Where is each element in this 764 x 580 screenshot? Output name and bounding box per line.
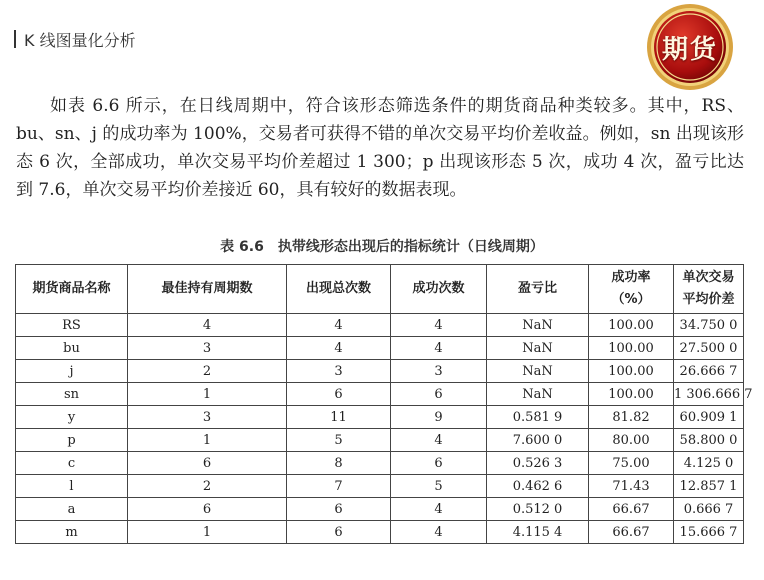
body-paragraph <box>16 92 744 204</box>
table-row <box>16 360 744 383</box>
cell-avg-spread: 15.666 7 <box>674 521 744 544</box>
table-row <box>16 337 744 360</box>
cell-profit-loss-ratio: 0.581 9 <box>487 406 589 429</box>
cell-total-count: 3 <box>287 360 391 383</box>
cell-best-period: 6 <box>128 452 287 475</box>
header-best-period: 最佳持有周期数 <box>128 265 287 314</box>
cell-name: j <box>16 360 128 383</box>
cell-name: l <box>16 475 128 498</box>
cell-best-period: 1 <box>128 383 287 406</box>
cell-profit-loss-ratio: 0.462 6 <box>487 475 589 498</box>
header-total-count: 出现总次数 <box>287 265 391 314</box>
header-success-rate <box>589 265 674 314</box>
cell-avg-spread: 60.909 1 <box>674 406 744 429</box>
cell-total-count: 6 <box>287 498 391 521</box>
table-header-row <box>16 265 744 314</box>
cell-success-rate: 66.67 <box>589 521 674 544</box>
cell-best-period: 6 <box>128 498 287 521</box>
cell-success-count: 5 <box>391 475 487 498</box>
cell-total-count: 8 <box>287 452 391 475</box>
header-success-rate-l2: （%） <box>611 292 651 307</box>
header-avg-spread-l1: 单次交易 <box>682 270 735 285</box>
cell-profit-loss-ratio: NaN <box>487 314 589 337</box>
cell-total-count: 6 <box>287 521 391 544</box>
cell-success-rate: 80.00 <box>589 429 674 452</box>
cell-best-period: 2 <box>128 360 287 383</box>
cell-best-period: 1 <box>128 429 287 452</box>
table-caption: 表 6.6 执带线形态出现后的指标统计（日线周期） <box>220 239 544 255</box>
cell-success-rate: 100.00 <box>589 360 674 383</box>
cell-best-period: 4 <box>128 314 287 337</box>
cell-success-rate: 81.82 <box>589 406 674 429</box>
cell-success-count: 4 <box>391 314 487 337</box>
cell-success-count: 6 <box>391 452 487 475</box>
header-title: K 线图量化分析 <box>24 30 136 50</box>
cell-profit-loss-ratio: 0.512 0 <box>487 498 589 521</box>
header-name: 期货商品名称 <box>16 265 128 314</box>
cell-success-rate: 100.00 <box>589 314 674 337</box>
cell-profit-loss-ratio: 4.115 4 <box>487 521 589 544</box>
cell-total-count: 5 <box>287 429 391 452</box>
cell-avg-spread: 34.750 0 <box>674 314 744 337</box>
cell-success-rate: 100.00 <box>589 383 674 406</box>
cell-success-count: 3 <box>391 360 487 383</box>
header-success-count: 成功次数 <box>391 265 487 314</box>
table-row <box>16 521 744 544</box>
table-row <box>16 383 744 406</box>
cell-name: a <box>16 498 128 521</box>
cell-avg-spread: 26.666 7 <box>674 360 744 383</box>
cell-success-count: 6 <box>391 383 487 406</box>
cell-profit-loss-ratio: NaN <box>487 337 589 360</box>
cell-success-count: 4 <box>391 498 487 521</box>
cell-name: sn <box>16 383 128 406</box>
cell-success-rate: 100.00 <box>589 337 674 360</box>
table-row <box>16 314 744 337</box>
cell-name: c <box>16 452 128 475</box>
table-row <box>16 475 744 498</box>
header-success-rate-l1: 成功率 <box>611 270 651 285</box>
cell-success-rate: 75.00 <box>589 452 674 475</box>
stats-table <box>15 264 753 544</box>
cell-avg-spread: 0.666 7 <box>674 498 744 521</box>
cell-total-count: 4 <box>287 337 391 360</box>
cell-success-count: 4 <box>391 337 487 360</box>
cell-avg-spread: 1 306.666 7 <box>674 383 744 406</box>
badge-text: 期货 <box>661 34 718 65</box>
page-header <box>14 28 136 50</box>
header-avg-spread-l2: 平均价差 <box>682 292 735 307</box>
cell-profit-loss-ratio: NaN <box>487 383 589 406</box>
header-avg-spread <box>674 265 744 314</box>
cell-success-count: 4 <box>391 429 487 452</box>
cell-avg-spread: 27.500 0 <box>674 337 744 360</box>
cell-success-count: 9 <box>391 406 487 429</box>
cell-name: m <box>16 521 128 544</box>
table-row <box>16 452 744 475</box>
cell-profit-loss-ratio: 0.526 3 <box>487 452 589 475</box>
paragraph-text: 如表 6.6 所示，在日线周期中，符合该形态筛选条件的期货商品种类较多。其中，RS、bu、sn、j 的成功率为 100%，交易者可获得不错的单次交易平均价差收益。例如，sn 出现该形态 6 次，全部成功，单次交易平均价差超过 1 300；p 出现该形态 5 次，成功 4 次，盈亏比达到 7.6，单次交易平均价差接近 60，具有较好的数据表现。 <box>16 96 744 200</box>
table-row <box>16 429 744 452</box>
cell-name: bu <box>16 337 128 360</box>
table-row <box>16 498 744 521</box>
cell-success-rate: 71.43 <box>589 475 674 498</box>
cell-profit-loss-ratio: NaN <box>487 360 589 383</box>
cell-avg-spread: 4.125 0 <box>674 452 744 475</box>
cell-avg-spread: 12.857 1 <box>674 475 744 498</box>
cell-total-count: 11 <box>287 406 391 429</box>
cell-total-count: 4 <box>287 314 391 337</box>
cell-best-period: 3 <box>128 406 287 429</box>
header-divider <box>14 30 16 48</box>
cell-name: RS <box>16 314 128 337</box>
futures-badge <box>634 2 746 92</box>
cell-best-period: 3 <box>128 337 287 360</box>
header-profit-loss-ratio: 盈亏比 <box>487 265 589 314</box>
cell-success-count: 4 <box>391 521 487 544</box>
cell-success-rate: 66.67 <box>589 498 674 521</box>
cell-total-count: 6 <box>287 383 391 406</box>
cell-name: p <box>16 429 128 452</box>
table-row <box>16 406 744 429</box>
cell-name: y <box>16 406 128 429</box>
cell-best-period: 1 <box>128 521 287 544</box>
cell-profit-loss-ratio: 7.600 0 <box>487 429 589 452</box>
cell-best-period: 2 <box>128 475 287 498</box>
cell-total-count: 7 <box>287 475 391 498</box>
cell-avg-spread: 58.800 0 <box>674 429 744 452</box>
